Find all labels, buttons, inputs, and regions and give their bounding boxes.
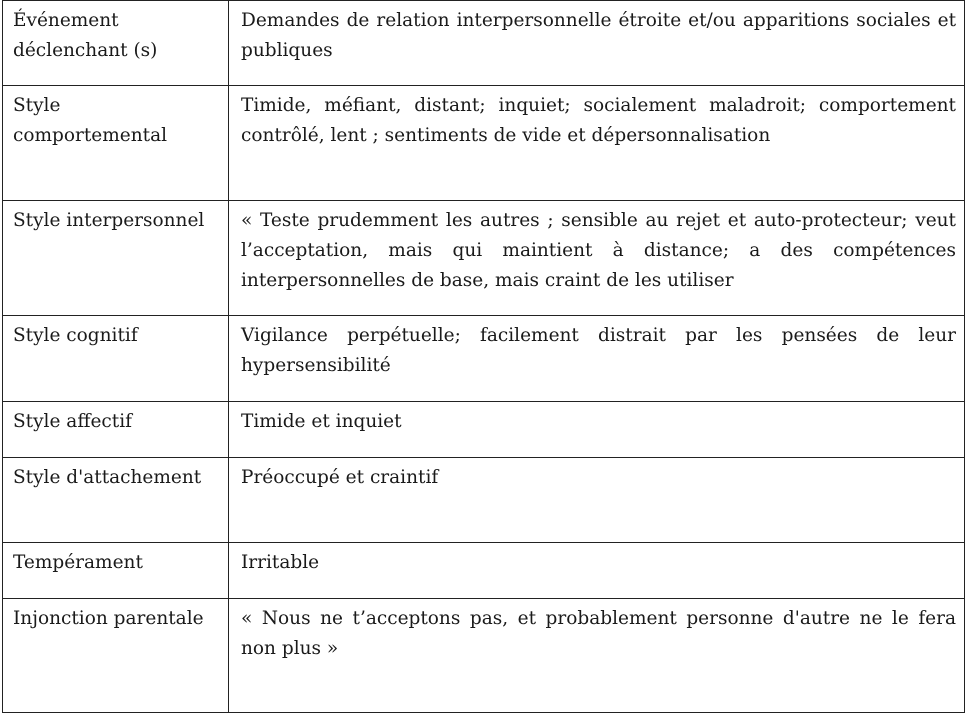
- row-value: Timide, méfiant, distant; inquiet; socialement maladroit; comportement contrôlé, lent ; sentiments de vide et dépersonnalisation: [229, 86, 965, 201]
- table-row-parental-injunction: [3, 599, 965, 713]
- row-label: Injonction parentale: [3, 599, 229, 713]
- row-value: « Nous ne t’acceptons pas, et probablement personne d'autre ne le fera non plus »: [229, 599, 965, 713]
- row-label: Style d'attachement: [3, 458, 229, 543]
- table-row-attachment-style: [3, 458, 965, 543]
- row-label: Style interpersonnel: [3, 201, 229, 316]
- table-row-temperament: [3, 543, 965, 599]
- row-value: Vigilance perpétuelle; facilement distrait par les pensées de leur hypersensibilité: [229, 316, 965, 402]
- personality-profile-table: [2, 0, 965, 713]
- row-label: Style cognitif: [3, 316, 229, 402]
- row-label: Style comportemental: [3, 86, 229, 201]
- table-row-affective-style: [3, 402, 965, 458]
- row-label: Événement déclenchant (s): [3, 1, 229, 86]
- table-row-cognitive-style: [3, 316, 965, 402]
- table-row-behavioral-style: [3, 86, 965, 201]
- row-value: Demandes de relation interpersonnelle étroite et/ou apparitions sociales et publiques: [229, 1, 965, 86]
- row-value: Irritable: [229, 543, 965, 599]
- table-row-triggering-event: [3, 1, 965, 86]
- table-row-interpersonal-style: [3, 201, 965, 316]
- row-value: Préoccupé et craintif: [229, 458, 965, 543]
- row-value: « Teste prudemment les autres ; sensible au rejet et auto-protecteur; veut l’acceptation, mais qui maintient à distance; a des compétences interpersonnelles de base, mais craint de les utiliser: [229, 201, 965, 316]
- row-value: Timide et inquiet: [229, 402, 965, 458]
- row-label: Style affectif: [3, 402, 229, 458]
- row-label: Tempérament: [3, 543, 229, 599]
